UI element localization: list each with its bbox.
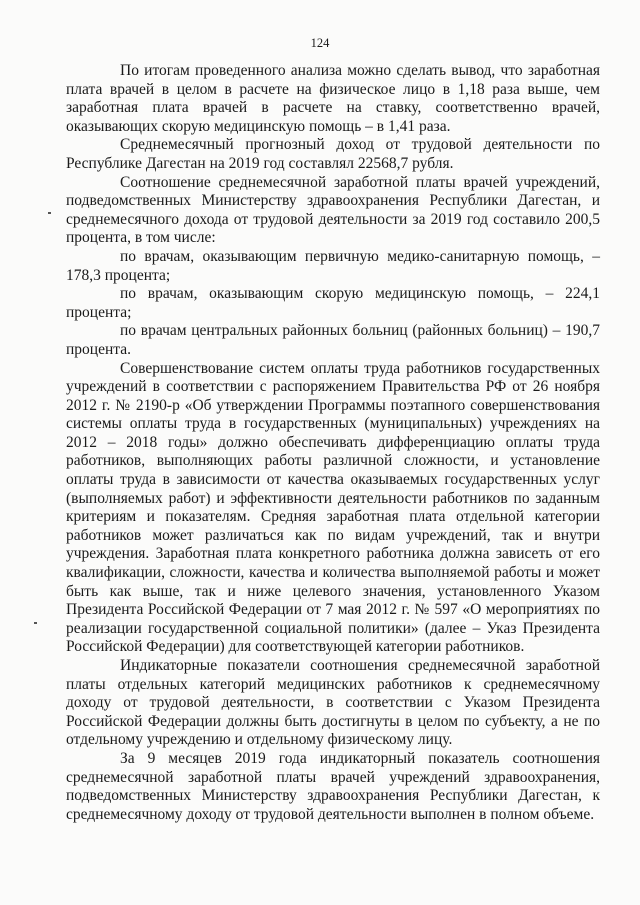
paragraph-analysis-conclusion: По итогам проведенного анализа можно сделать вывод, что заработная плата врачей в целом в расчете на физическое лицо в 1,18 раза выше, чем заработная плата врачей в расчете на ставку, соответственно врачей, оказывающих скорую медицинскую помощь – в 1,41 раза. (66, 62, 600, 135)
paragraph-nine-months-result: За 9 месяцев 2019 года индикаторный показатель соотношения среднемесячной заработной платы врачей учреждений здравоохранения, подведомственных Министерству здравоохранения Республики Дагестан, к среднемесячному доходу от трудовой деятельности выполнен в полном объеме. (66, 749, 600, 823)
paragraph-forecast-income: Среднемесячный прогнозный доход от трудовой деятельности по Республике Дагестан на 2019 год составлял 22568,7 рубля. (66, 136, 600, 172)
paragraph-pay-system-improvement: Совершенствование систем оплаты труда работников государственных учреждений в соответствии с распоряжением Правительства РФ от 26 ноября 2012 г. № 2190-р «Об утверждении Программы поэтапного совершенствования системы оплаты труда в государственных (муниципальных) учреждениях на 2012 – 2018 годы» должно обеспечивать дифференциацию оплаты труда работников, выполняющих работы различной сложности, и установление оплаты труда в зависимости от качества оказываемых государственных услуг (выполняемых работ) и эффективности деятельности работников по заданным критериям и показателям. Средняя заработная плата отдельной категории работников может различаться как по видам учреждений, так и внутри учреждения. Заработная плата конкретного работника должна зависеть от его квалификации, сложности, качества и количества выполняемой работы и может быть как выше, так и ниже целевого значения, установленного Указом Президента Российской Федерации от 7 мая 2012 г. № 597 «О мероприятиях по реализации государственной социальной политики» (далее – Указ Президента Российской Федерации) для соответствующей категории работников. (66, 359, 600, 656)
scan-mark (48, 212, 51, 214)
paragraph-indicator-targets: Индикаторные показатели соотношения среднемесячной заработной платы отдельных категорий медицинских работников к среднемесячному доходу от трудовой деятельности, в соответствии с Указом Президента Российской Федерации должны быть достигнуты в целом по субъекту, а не по отдельному учреждению и отдельному физическому лицу. (66, 657, 600, 749)
list-item-emergency-care: по врачам, оказывающим скорую медицинскую помощь, – 224,1 процента; (66, 285, 600, 321)
scan-mark (34, 622, 37, 624)
document-body (66, 62, 600, 824)
paragraph-salary-ratio: Соотношение среднемесячной заработной платы врачей учреждений, подведомственных Министерству здравоохранения Республики Дагестан, и среднемесячного дохода от трудовой деятельности за 2019 год составило 200,5 процента, в том числе: (66, 173, 600, 247)
page-number: 124 (310, 36, 330, 50)
list-item-primary-care: по врачам, оказывающим первичную медико-санитарную помощь, – 178,3 процента; (66, 247, 600, 284)
list-item-district-hospitals: по врачам центральных районных больниц (районных больниц) – 190,7 процента. (66, 322, 600, 358)
